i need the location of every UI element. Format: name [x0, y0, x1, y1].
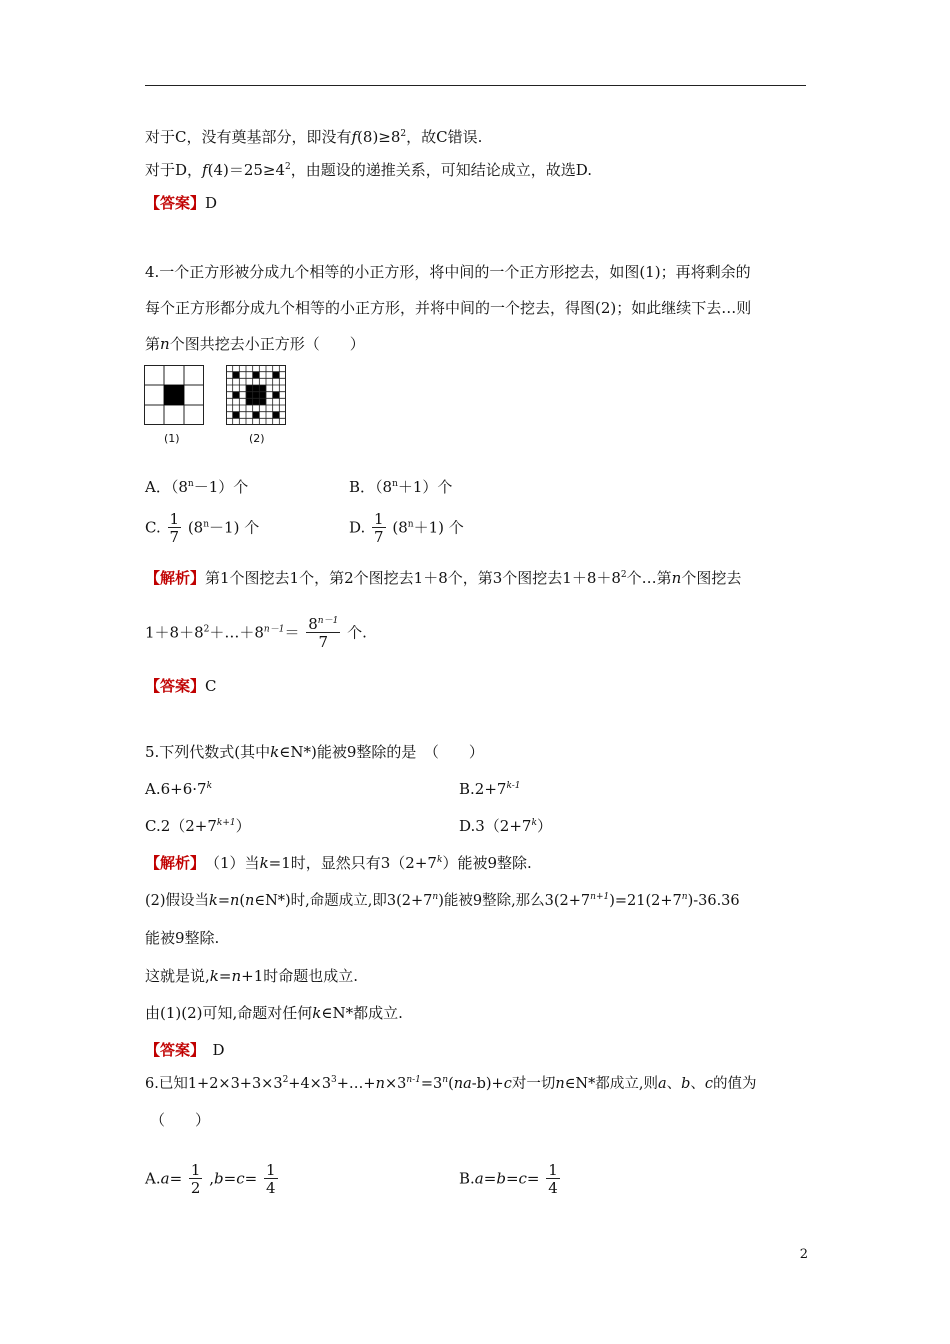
- answer-line-q5: 【答案】 D: [145, 1041, 225, 1059]
- q4-stem-line1: 4.一个正方形被分成九个相等的小正方形，将中间的一个正方形挖去，如图(1)；再将剩余的: [145, 263, 751, 281]
- q5-analysis-line3: 能被9整除.: [145, 929, 220, 947]
- q4-option-c: C. $\frac{1}{7}$ $(8^n-1)$ 个: [145, 510, 260, 546]
- q5-analysis-line1: 【解析】 （1）当k=1时，显然只有$3(2+7^k)$能被9整除.: [145, 854, 532, 872]
- fraction: $\frac{1}{7}$: [374, 510, 384, 546]
- figure-1-caption: (1): [164, 432, 180, 445]
- q5-analysis-line4: 这就是说,k=n+1时命题也成立.: [145, 967, 359, 985]
- text-line-c: 对于C，没有奠基部分，即没有$f(8)\ge 8^2$，故C错误.: [145, 128, 483, 146]
- q4-analysis-line1: 【解析】第1个图挖去1个，第2个图挖去1＋8个，第3个图挖去$1+8+8^2$个…第n个图挖去: [145, 569, 742, 587]
- q4-analysis-line2: $1+8+8^2+\dots+8^{n-1}=$ $\frac{8^{n-1}}{7}$ 个.: [145, 615, 367, 651]
- q5-option-b: $B.2+7^{k-1}$: [459, 780, 521, 798]
- answer-label: 【答案】: [145, 677, 206, 695]
- fraction: $\frac{1}{4}$: [265, 1161, 276, 1197]
- fraction: $\frac{8^{n-1}}{7}$: [308, 615, 339, 651]
- fraction: $\frac{1}{2}$: [190, 1161, 201, 1197]
- q5-option-c: $C.2(2+7^{k+1})$: [145, 817, 251, 835]
- q5-option-d: $D.3(2+7^k)$: [459, 817, 552, 835]
- q4-option-b: B．$(8^n+1)$个: [349, 478, 453, 496]
- figure-2-grid: [226, 365, 286, 425]
- q6-answer-paren: （ ）: [150, 1111, 211, 1129]
- q4-stem-line2: 每个正方形都分成九个相等的小正方形，并将中间的一个挖去，得图(2)；如此继续下去…则: [145, 299, 752, 317]
- q4-option-d: D. $\frac{1}{7}$ $(8^n+1)$ 个: [349, 510, 464, 546]
- q4-stem-line3: 第n个图共挖去小正方形（ ）: [145, 335, 365, 353]
- q5-stem: 5.下列代数式(其中k∈N*)能被9整除的是 （ ）: [145, 743, 484, 761]
- q4-option-a: A．$(8^n-1)$个: [145, 478, 249, 496]
- fraction: $\frac{1}{4}$: [548, 1161, 558, 1197]
- q6-option-b: B.a=b=c= $\frac{1}{4}$: [459, 1161, 558, 1197]
- q6-stem: 6.已知$1+2\times 3+3\times 3^2+4\times 3^3+\dots+n\times 3^{n-1}=3^n(na-b)+c$对一切n∈N*都成立,则a、b、c的值为: [145, 1075, 757, 1092]
- answer-label: 【答案】: [145, 194, 206, 212]
- q5-option-a: $A.6+6\cdot 7^k$: [145, 780, 213, 798]
- q5-analysis-line5: 由(1)(2)可知,命题对任何k∈N*都成立.: [145, 1004, 403, 1022]
- figure-2-caption: (2): [249, 432, 265, 445]
- page-number: 2: [799, 1247, 808, 1262]
- analysis-label: 【解析】: [145, 569, 206, 587]
- answer-label: 【答案】: [145, 1041, 198, 1059]
- answer-line-q3: 【答案】D: [145, 194, 218, 212]
- q5-analysis-line2: (2)假设当k=n(n∈N*)时,命题成立,即$3(2+7^n)$能被9整除,那么$3(2+7^{n+1})=21(2+7^n)-36.36$: [145, 892, 740, 909]
- q6-option-a: A.a= $\frac{1}{2}$ ,b=c= $\frac{1}{4}$: [145, 1161, 276, 1197]
- answer-line-q4: 【答案】C: [145, 677, 217, 695]
- figure-1-grid: [144, 365, 204, 425]
- analysis-label: 【解析】: [145, 854, 198, 872]
- fraction: $\frac{1}{7}$: [169, 510, 180, 546]
- header-rule: [145, 85, 806, 86]
- text-line-d: 对于D，$f(4)=25\ge 4^2$，由题设的递推关系，可知结论成立，故选D.: [145, 161, 593, 179]
